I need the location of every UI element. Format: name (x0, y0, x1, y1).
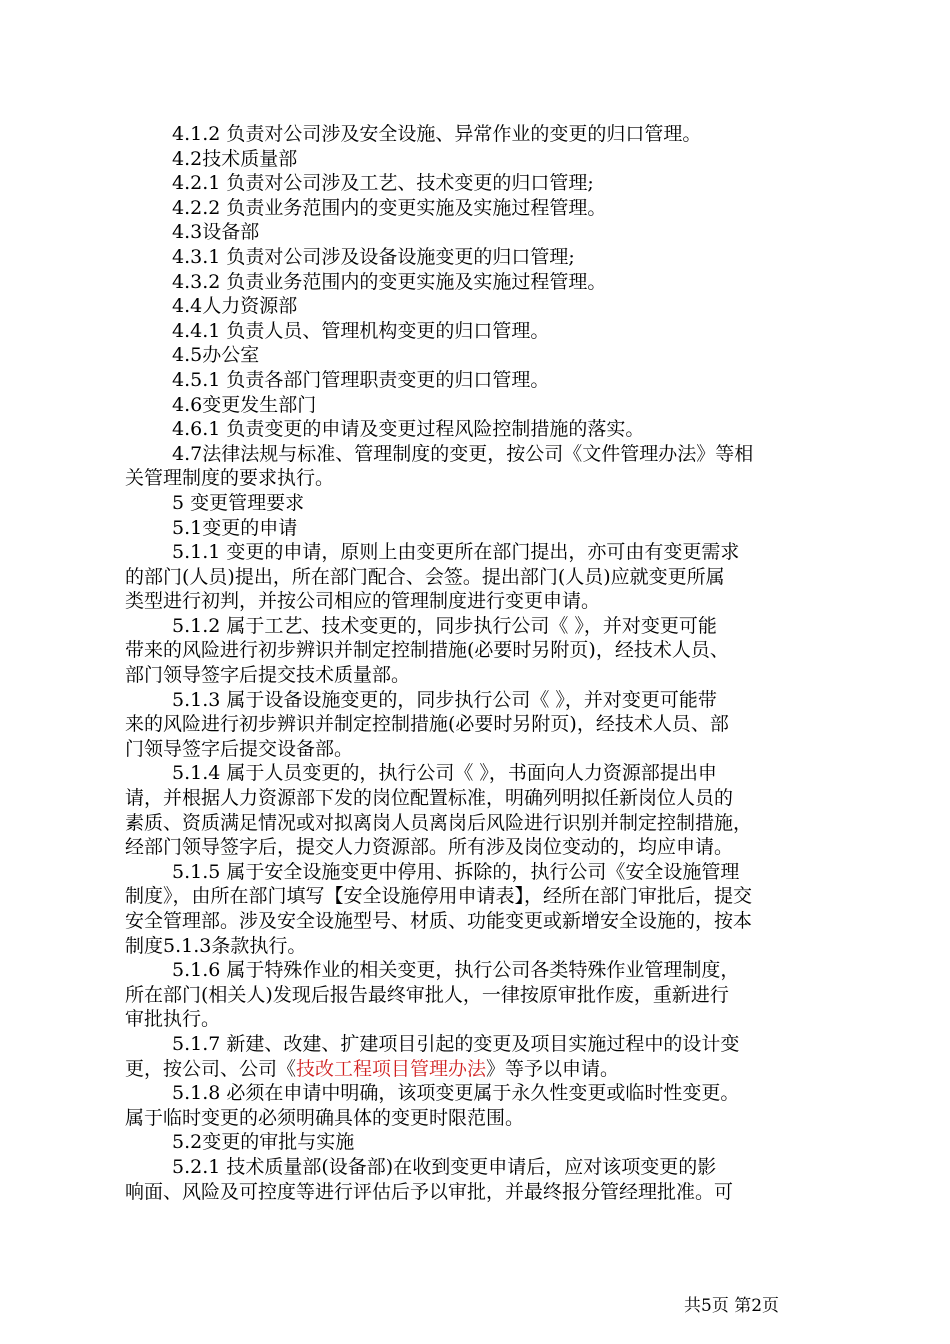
text-line: 5.1.1 变更的申请，原则上由变更所在部门提出，亦可由有变更需求 (172, 541, 740, 564)
text-line: 4.5办公室 (172, 344, 260, 367)
page-footer: 共5页 第2页 (684, 1296, 780, 1316)
text-line: 4.6变更发生部门 (172, 393, 317, 416)
document-body (125, 122, 830, 1204)
text-line: 4.4人力资源部 (172, 295, 298, 318)
text-line: 4.1.2 负责对公司涉及安全设施、异常作业的变更的归口管理。 (172, 123, 702, 145)
text-line: 4.2.1 负责对公司涉及工艺、技术变更的归口管理; (172, 172, 594, 195)
text-line: 请，并根据人力资源部下发的岗位配置标准，明确列明拟任新岗位人员的 (125, 787, 734, 810)
text-line: 5.1.6 属于特殊作业的相关变更，执行公司各类特殊作业管理制度， (172, 959, 740, 982)
text-line: 来的风险进行初步辨识并制定控制措施(必要时另附页)，经技术人员、部 (125, 713, 729, 736)
text-line: 的部门(人员)提出，所在部门配合、会签。提出部门(人员)应就变更所属 (125, 565, 725, 588)
line-text-part: 》等予以申请。 (486, 1057, 620, 1080)
text-line: 审批执行。 (125, 1008, 221, 1031)
text-line: 4.5.1 负责各部门管理职责变更的归口管理。 (172, 368, 550, 391)
text-line: 5.1.5 属于安全设施变更中停用、拆除的，执行公司《安全设施管理 (172, 860, 740, 883)
text-line: 素质、资质满足情况或对拟离岗人员离岗后风险进行识别并制定控制措施， (125, 811, 753, 834)
text-line: 4.7法律法规与标准、管理制度的变更，按公司《文件管理办法》等相 (172, 442, 754, 465)
text-line: 5.1.8 必须在申请中明确，该项变更属于永久性变更或临时性变更。 (172, 1082, 740, 1105)
text-line: 响面、风险及可控度等进行评估后予以审批，并最终报分管经理批准。可 (125, 1180, 734, 1203)
text-line: 5.1.4 属于人员变更的，执行公司《 》，书面向人力资源部提出申 (172, 762, 717, 785)
text-line: 5.2变更的审批与实施 (172, 1131, 355, 1154)
text-line: 4.3.2 负责业务范围内的变更实施及实施过程管理。 (172, 270, 607, 293)
text-line: 5.1.2 属于工艺、技术变更的，同步执行公司《 》，并对变更可能 (172, 614, 717, 637)
text-line: 4.3设备部 (172, 221, 260, 244)
text-line: 制度5.1.3条款执行。 (125, 934, 307, 957)
text-line: 带来的风险进行初步辨识并制定控制措施(必要时另附页)，经技术人员、 (125, 639, 729, 662)
text-line: 5 变更管理要求 (172, 491, 305, 514)
text-line: 5.2.1 技术质量部(设备部)在收到变更申请后，应对该项变更的影 (172, 1155, 717, 1178)
text-line: 制度》，由所在部门填写【安全设施停用申请表】，经所在部门审批后，提交 (125, 885, 753, 908)
text-line: 4.2技术质量部 (172, 147, 298, 170)
text-line: 门领导签字后提交设备部。 (125, 737, 354, 760)
text-line: 4.4.1 负责人员、管理机构变更的归口管理。 (172, 319, 550, 342)
highlighted-reference: 技改工程项目管理办法 (296, 1057, 487, 1080)
text-line (125, 1057, 830, 1082)
text-line: 安全管理部。涉及安全设施型号、材质、功能变更或新增安全设施的，按本 (125, 910, 753, 932)
text-line: 4.6.1 负责变更的申请及变更过程风险控制措施的落实。 (172, 418, 645, 441)
text-line: 4.3.1 负责对公司涉及设备设施变更的归口管理; (172, 245, 575, 268)
text-line: 所在部门(相关人)发现后报告最终审批人，一律按原审批作废，重新进行 (125, 983, 729, 1006)
text-line: 5.1.7 新建、改建、扩建项目引起的变更及项目实施过程中的设计变 (172, 1032, 740, 1055)
text-line: 关管理制度的要求执行。 (125, 467, 335, 490)
text-line: 属于临时变更的必须明确具体的变更时限范围。 (125, 1106, 525, 1129)
text-line: 类型进行初判，并按公司相应的管理制度进行变更申请。 (125, 590, 601, 613)
text-line: 5.1.3 属于设备设施变更的，同步执行公司《 》，并对变更可能带 (172, 688, 717, 711)
text-line: 部门领导签字后提交技术质量部。 (125, 664, 411, 687)
text-line: 5.1变更的申请 (172, 516, 298, 539)
line-text-part: 更，按公司、公司《 (125, 1057, 297, 1080)
text-line: 经部门领导签字后，提交人力资源部。所有涉及岗位变动的，均应申请。 (125, 836, 734, 859)
text-line: 4.2.2 负责业务范围内的变更实施及实施过程管理。 (172, 196, 607, 219)
